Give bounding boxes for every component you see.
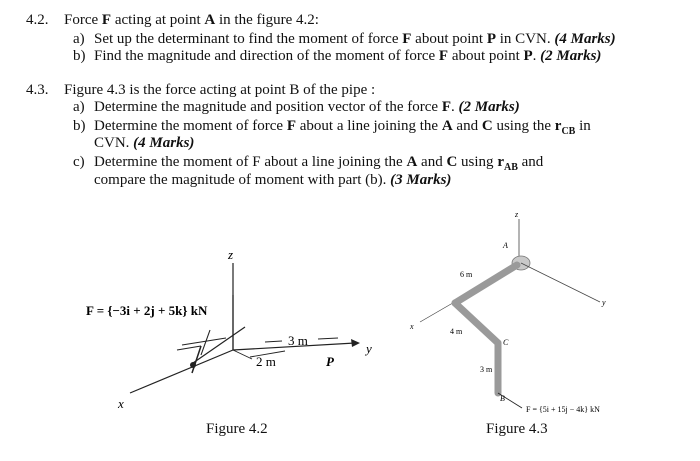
q42-b-text: Find the magnitude and direction of the moment of force F about point P. (2 Marks)	[94, 48, 602, 64]
q42-number: 4.2.	[26, 12, 49, 28]
q42-b-letter: b)	[73, 48, 86, 64]
q43-c-text-line2: compare the magnitude of moment with part (b). (3 Marks)	[94, 172, 452, 188]
fig42-x-axis	[130, 350, 233, 393]
fig43-axis-y-label: y	[602, 298, 606, 307]
q43-b-text-line2: CVN. (4 Marks)	[94, 135, 195, 151]
fig42-axis-y-label: y	[366, 341, 372, 356]
q43-b-text: Determine the moment of force F about a line joining the A and C using the $r_{CB}$ in	[94, 118, 591, 137]
fig42-axis-x-label: x	[118, 396, 124, 411]
q43-a-text: Determine the magnitude and position vector of the force F. (2 Marks)	[94, 99, 520, 115]
q42-a-text: Set up the determinant to find the moment of force F about point P in CVN. (4 Marks)	[94, 31, 616, 47]
q42-stem: Force F acting at point A in the figure 4.2:	[64, 12, 319, 28]
q43-stem: Figure 4.3 is the force acting at point B of the pipe :	[64, 82, 376, 98]
fig42-force-label: F = {−3i + 2j + 5k} kN	[86, 303, 208, 318]
fig43-axis-x-label: x	[410, 322, 414, 331]
figure-4-2	[70, 235, 390, 420]
fig42-dim-3m: 3 m	[288, 333, 308, 348]
figure-4-2-caption: Figure 4.2	[206, 421, 268, 437]
figure-4-3-caption: Figure 4.3	[486, 421, 548, 437]
fig42-axis-z-label: z	[228, 247, 234, 262]
fig43-point-B: B	[500, 394, 505, 403]
fig42-force-arrow	[192, 346, 201, 373]
fig43-dim-4m: 4 m	[450, 327, 463, 336]
fig42-dim-2m: 2 m	[256, 354, 276, 369]
q43-c-letter: c)	[73, 154, 85, 170]
fig43-point-A: A	[503, 241, 508, 250]
fig43-dim-3m: 3 m	[480, 365, 493, 374]
figure-4-3	[400, 205, 690, 420]
fig43-point-C: C	[503, 338, 509, 347]
fig43-pipe-segment-2	[455, 303, 498, 343]
q43-c-text: Determine the moment of F about a line joining the A and C using $r_{AB}$ and	[94, 154, 544, 173]
fig42-point-P: P	[326, 354, 334, 369]
q42-a-letter: a)	[73, 31, 85, 47]
fig43-force-label: F = {5i + 15j − 4k} kN	[526, 405, 600, 414]
q43-b-letter: b)	[73, 118, 86, 134]
fig43-dim-6m: 6 m	[460, 270, 473, 279]
q43-a-letter: a)	[73, 99, 85, 115]
fig42-y-arrowhead	[351, 339, 360, 347]
fig43-axis-z-label: z	[515, 210, 519, 219]
q43-number: 4.3.	[26, 82, 49, 98]
